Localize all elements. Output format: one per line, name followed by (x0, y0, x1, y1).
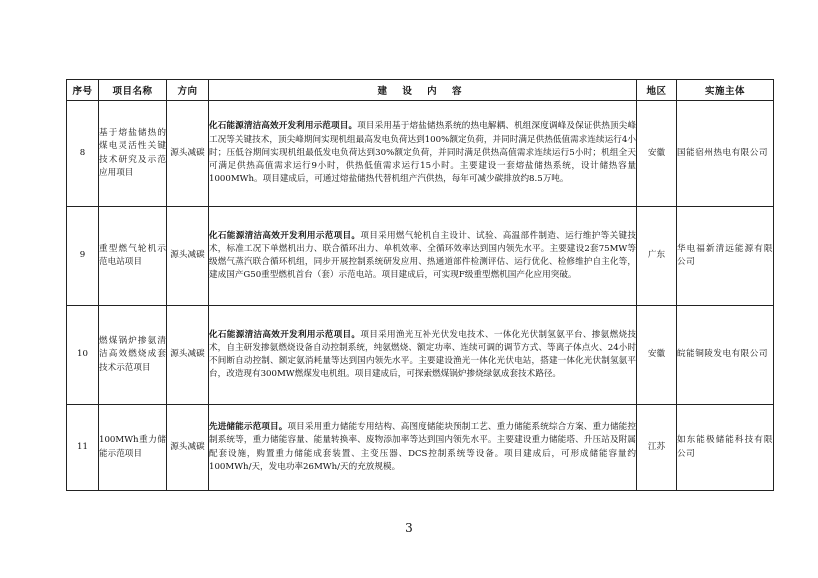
content-lead: 化石能源清洁高效开发利用示范项目。 (209, 329, 361, 340)
cell-content (209, 405, 637, 491)
cell-org: 皖能铜陵发电有限公司 (677, 306, 774, 405)
content-body: 项目采用渔光互补光伏发电技术、一体化光伏制氢氨平台、掺氨燃烧技术，自主研发掺氨燃烧设备自动控制系统，纯氨燃烧、额定功率、连续可调的调节方式、等离子体点火、24小时不间断自动控制、额定氨消耗量等达到国内领先水平。主要建设渔光一体化光伏电站，搭建一体化光伏制氢氨平台，改造现有300MW燃煤发电机组。项目建成后，可探索燃煤锅炉掺烧绿氨成套技术路径。 (209, 329, 636, 380)
content-body: 项目采用燃气轮机自主设计、试验、高温部件制造、运行维护等关键技术，标准工况下单燃机出力、联合循环出力、单机效率、全循环效率达到国内领先水平。主要建设2套75MW等级燃气蒸汽联合循环机组，同步开展控制系统研发应用、热通道部件检测评估、运行优化、检修维护自主化等，建成国产G50重型燃机首台（套）示范电站。项目建成后，可实现F级重型燃机国产化应用突破。 (209, 230, 636, 281)
cell-name: 重型燃气轮机示范电站项目 (99, 207, 167, 306)
cell-no: 8 (67, 101, 99, 207)
cell-org: 华电福新清远能源有限公司 (677, 207, 774, 306)
page-number: 3 (405, 521, 413, 535)
cell-name: 基于熔盐储热的煤电灵活性关键技术研究及示范应用项目 (99, 101, 167, 207)
header-name: 项目名称 (99, 80, 167, 101)
cell-content (209, 207, 637, 306)
header-org: 实施主体 (677, 80, 774, 101)
content-lead: 化石能源清洁高效开发利用示范项目。 (209, 230, 361, 241)
cell-direction: 源头减碳 (167, 306, 209, 405)
cell-direction: 源头减碳 (167, 101, 209, 207)
cell-area: 安徽 (637, 306, 677, 405)
cell-direction: 源头减碳 (167, 405, 209, 491)
cell-no: 11 (67, 405, 99, 491)
table-row (67, 405, 774, 491)
header-content: 建 设 内 容 (209, 80, 637, 101)
cell-area: 广东 (637, 207, 677, 306)
header-direction: 方向 (167, 80, 209, 101)
cell-area: 安徽 (637, 101, 677, 207)
cell-org: 国能宿州热电有限公司 (677, 101, 774, 207)
header-area: 地区 (637, 80, 677, 101)
project-table-container (66, 79, 773, 491)
content-lead: 先进储能示范项目。 (209, 422, 288, 433)
cell-no: 9 (67, 207, 99, 306)
cell-name: 燃煤锅炉掺氨清洁高效燃烧成套技术示范项目 (99, 306, 167, 405)
table-row (67, 306, 774, 405)
content-body: 项目采用重力储能专用结构、高图度储能块预制工艺、重力储能系统综合方案、重力储能控制系统等，重力储能容量、能量转换率、废物添加率等达到国内领先水平。主要建设重力储能塔、升压站及附属配套设施，购置重力储能成套装置、主变压器、DCS控制系统等设备。项目建成后，可形成储能容量约100MWh/天，发电功率26MWh/天的充放规模。 (209, 422, 636, 472)
cell-content (209, 101, 637, 207)
content-body: 项目采用基于熔盐储热系统的热电解耦、机组深度调峰及保证供热顶尖峰工况等关键技术，顶尖峰期间实现机组最高发电负荷达到100%额定负荷，并同时满足供热低值需求连续运行4小时；压低谷期间实现机组最低发电负荷达到30%额定负荷，并同时满足供热高值需求连续运行5小时；机组全天可满足供热高值需求运行9小时，供热低值需求运行15小时。主要建设一套熔盐储热系统，设计储热容量1000MWh。项目建成后，可通过熔盐储热代替机组产汽供热，每年可减少碳排放约8.5万吨。 (209, 121, 636, 185)
cell-direction: 源头减碳 (167, 207, 209, 306)
table-row (67, 207, 774, 306)
content-lead: 化石能源清洁高效开发利用示范项目。 (209, 121, 358, 132)
cell-name: 100MWh重力储能示范项目 (99, 405, 167, 491)
project-table (66, 79, 774, 491)
cell-org: 如东能极储能科技有限公司 (677, 405, 774, 491)
table-row (67, 101, 774, 207)
cell-no: 10 (67, 306, 99, 405)
cell-area: 江苏 (637, 405, 677, 491)
cell-content (209, 306, 637, 405)
table-header-row (67, 80, 774, 101)
header-no: 序号 (67, 80, 99, 101)
